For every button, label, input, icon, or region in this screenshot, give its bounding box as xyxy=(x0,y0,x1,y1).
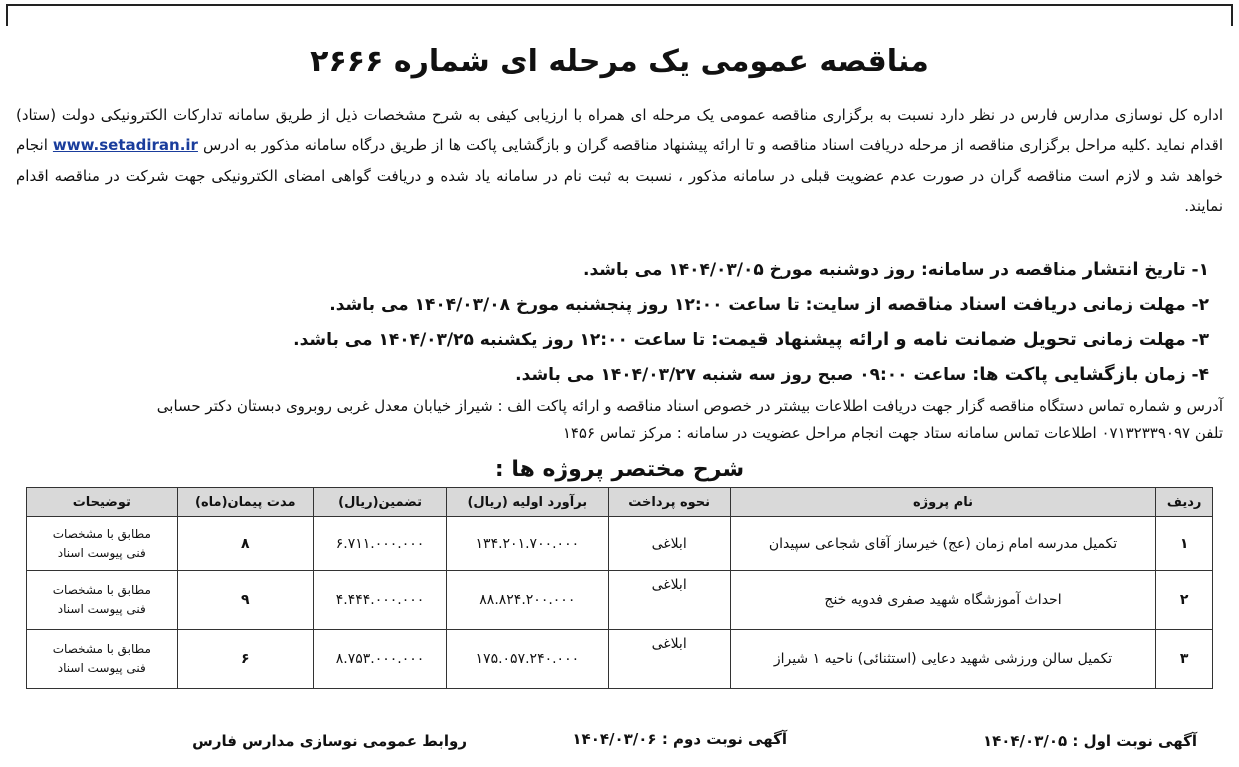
schedule-item-emphasis: دریافت اسناد مناقصه xyxy=(887,294,1077,315)
header-contract-duration: مدت پیمان(ماه) xyxy=(177,488,313,517)
notice-footer xyxy=(12,728,1227,756)
header-guarantee: تضمین(ریال) xyxy=(313,488,446,517)
intro-text-after-link: انجام خواهد شد و لازم است مناقصه گران در صورت عدم عضویت قبلی در سامانه مذکور ، نسبت به ثبت نام در سامانه یاد شده و دریافت گواهی امضای الکترونیکی جهت شرکت در مناقصه اقدام نمایند. xyxy=(16,136,1223,216)
header-initial-estimate: برآورد اولیه (ریال) xyxy=(447,488,608,517)
table-row xyxy=(27,571,1213,630)
schedule-item-rest: مناقصه در سامانه: روز دوشنبه مورخ ۱۴۰۴/۰۳/۰۵ می باشد. xyxy=(582,260,1083,280)
table-row xyxy=(27,517,1213,571)
schedule-item-rest: ساعت ۰۹:۰۰ صبح روز سه شنبه ۱۴۰۴/۰۳/۲۷ می باشد. xyxy=(515,365,973,385)
schedule-item-emphasis: تحویل ضمانت نامه و ارائه پیشنهاد قیمت: xyxy=(711,329,1077,350)
project-name: تکمیل سالن ورزشی شهید دعایی (استثنائی) ناحیه ۱ شیراز xyxy=(730,630,1156,689)
notes-line: مطابق با مشخصات xyxy=(52,526,151,541)
notes-line: فنی پیوست اسناد xyxy=(57,545,146,560)
notes-line: مطابق با مشخصات xyxy=(52,583,151,597)
header-payment-method: نحوه پرداخت xyxy=(608,488,730,517)
schedule-item-prefix: ۱- تاریخ xyxy=(1138,260,1209,280)
contract-duration: ۸ xyxy=(177,517,313,571)
guarantee: ۴.۴۴۴.۰۰۰.۰۰۰ xyxy=(313,571,446,630)
schedule-item-publish xyxy=(12,252,1209,287)
schedule-item-rest: تا ساعت ۱۲:۰۰ روز یکشنبه ۱۴۰۴/۰۳/۲۵ می باشد. xyxy=(293,330,712,350)
notes-line: مطابق با مشخصات xyxy=(52,642,151,656)
payment-method: ابلاغی xyxy=(608,571,730,630)
notes xyxy=(27,630,178,689)
notice-title: مناقصه عمومی یک مرحله ای شماره ۲۶۶۶ xyxy=(310,44,929,79)
projects-subtitle: شرح مختصر پروژه ها : xyxy=(494,457,745,482)
guarantee: ۸.۷۵۳.۰۰۰.۰۰۰ xyxy=(313,630,446,689)
publisher-name: روابط عمومی نوسازی مدارس فارس xyxy=(192,732,467,750)
project-name: تکمیل مدرسه امام زمان (عج) خیرساز آقای شجاعی سپیدان xyxy=(730,517,1156,571)
schedule-list xyxy=(12,252,1209,392)
row-number: ۲ xyxy=(1156,571,1213,630)
initial-estimate: ۱۳۴.۲۰۱.۷۰۰.۰۰۰ xyxy=(447,517,608,571)
notes-line: فنی پیوست اسناد xyxy=(57,602,146,616)
schedule-item-prefix: ۲- مهلت زمانی xyxy=(1076,295,1209,315)
project-name: احداث آموزشگاه شهید صفری فدویه خنج xyxy=(730,571,1156,630)
intro-paragraph xyxy=(16,100,1223,252)
contract-duration: ۹ xyxy=(177,571,313,630)
initial-estimate: ۸۸.۸۲۴.۲۰۰.۰۰۰ xyxy=(447,571,608,630)
second-notice-date: آگهی نوبت دوم : ۱۴۰۴/۰۳/۰۶ xyxy=(572,730,787,748)
guarantee: ۶.۷۱۱.۰۰۰.۰۰۰ xyxy=(313,517,446,571)
contract-duration: ۶ xyxy=(177,630,313,689)
intro-text-before-link: اداره کل نوسازی مدارس فارس در نظر دارد نسبت به برگزاری مناقصه عمومی یک مرحله ای همراه با ارزیابی کیفی به شرح مشخصات ذیل از طریق سامانه تدارکات الکترونیکی دولت (ستاد) اقدام نماید .کلیه مراحل برگزاری مناقصه از مرحله دریافت اسناد مناقصه و تا ارائه پیشنهاد مناقصه گران و بازگشایی پاکت ها از طریق درگاه سامانه مذکور به ادرس xyxy=(16,106,1223,155)
header-notes: توضیحات xyxy=(27,488,178,517)
frame-right-border xyxy=(1231,4,1233,26)
schedule-item-emphasis: بازگشایی پاکت ها: xyxy=(972,364,1139,385)
table-header-row xyxy=(27,488,1213,517)
row-number: ۱ xyxy=(1156,517,1213,571)
schedule-item-rest: از سایت: تا ساعت ۱۲:۰۰ روز پنجشنبه مورخ ۱۴۰۴/۰۳/۰۸ می باشد. xyxy=(329,295,888,315)
contact-address-line: آدرس و شماره تماس دستگاه مناقصه گزار جهت دریافت اطلاعات بیشتر در خصوص اسناد مناقصه و ارائه پاکت الف : شیراز خیابان معدل غربی روبروی دبستان دکتر حسابی xyxy=(156,397,1223,415)
schedule-item-documents xyxy=(12,287,1209,322)
frame-left-border xyxy=(6,4,8,26)
frame-top-border xyxy=(6,4,1233,6)
payment-method: ابلاغی xyxy=(608,630,730,689)
contact-phone-line: تلفن ۰۷۱۳۲۳۳۹۰۹۷ اطلاعات تماس سامانه ستاد جهت انجام مراحل عضویت در سامانه : مرکز تماس ۱۴۵۶ xyxy=(562,424,1223,442)
schedule-item-opening xyxy=(12,357,1209,392)
notes xyxy=(27,517,178,571)
header-row-number: ردیف xyxy=(1156,488,1213,517)
schedule-item-emphasis: انتشار xyxy=(1082,259,1139,280)
row-number: ۳ xyxy=(1156,630,1213,689)
notes-line: فنی پیوست اسناد xyxy=(57,661,146,675)
contact-info xyxy=(16,393,1223,447)
schedule-item-prefix: ۴- زمان xyxy=(1138,365,1209,385)
table-row xyxy=(27,630,1213,689)
payment-method: ابلاغی xyxy=(608,517,730,571)
setadiran-link[interactable]: www.setadiran.ir xyxy=(52,136,198,155)
first-notice-date: آگهی نوبت اول : ۱۴۰۴/۰۳/۰۵ xyxy=(982,732,1197,750)
notes xyxy=(27,571,178,630)
projects-table xyxy=(26,487,1213,689)
header-project-name: نام پروژه xyxy=(730,488,1156,517)
initial-estimate: ۱۷۵.۰۵۷.۲۴۰.۰۰۰ xyxy=(447,630,608,689)
schedule-item-submission xyxy=(12,322,1209,357)
schedule-item-prefix: ۳- مهلت زمانی xyxy=(1076,330,1209,350)
